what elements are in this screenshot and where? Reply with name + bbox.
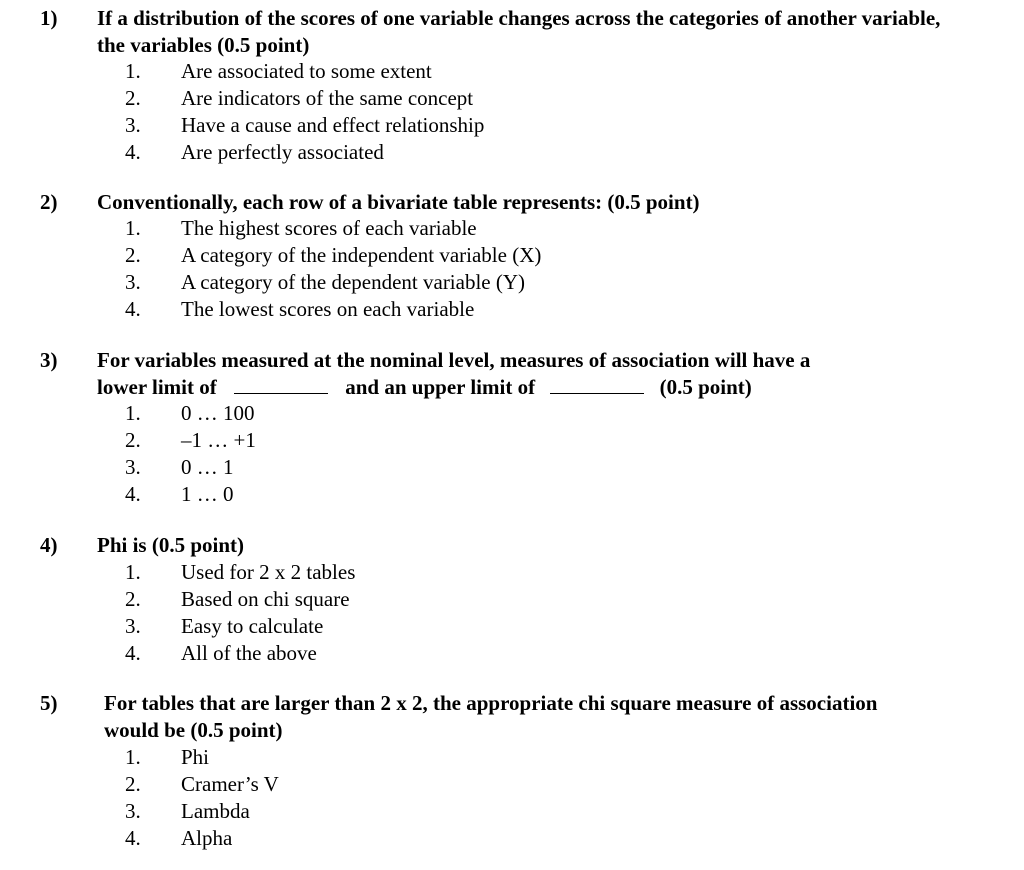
option-text: All of the above [181, 641, 317, 665]
stem-text: lower limit of [97, 375, 217, 399]
option-text: –1 … +1 [181, 428, 256, 452]
question-stem: Conventionally, each row of a bivariate table represents: (0.5 point) [97, 190, 700, 214]
option-number: 2. [125, 86, 141, 110]
option-text: Are perfectly associated [181, 140, 384, 164]
option-number: 3. [125, 270, 141, 294]
option-number: 3. [125, 455, 141, 479]
question-stem: For tables that are larger than 2 x 2, the appropriate chi square measure of association would be (0.5 point) [104, 691, 878, 742]
option-number: 2. [125, 587, 141, 611]
option-number: 4. [125, 641, 141, 665]
option-text: Are indicators of the same concept [181, 86, 474, 110]
question-stem-line [97, 374, 977, 401]
question-stem: Phi is (0.5 point) [97, 533, 245, 557]
option-text: Lambda [181, 799, 250, 823]
option-number: 1. [125, 216, 141, 240]
option-number: 4. [125, 140, 141, 164]
option-number: 3. [125, 614, 141, 638]
question-number: 5) [40, 691, 58, 715]
answer-blank [550, 377, 644, 394]
answer-blank [234, 377, 328, 394]
option-text: Phi [181, 745, 210, 769]
option-number: 3. [125, 799, 141, 823]
option-text: Alpha [181, 826, 233, 850]
question-number: 2) [40, 190, 58, 214]
question-stem-line: For variables measured at the nominal level, measures of association will have a [97, 348, 811, 372]
option-number: 2. [125, 243, 141, 267]
option-number: 2. [125, 772, 141, 796]
option-text: The highest scores of each variable [181, 216, 477, 240]
question-stem [97, 347, 977, 401]
option-number: 3. [125, 113, 141, 137]
question-number: 4) [40, 533, 58, 557]
option-text: Based on chi square [181, 587, 350, 611]
question-number: 3) [40, 348, 58, 372]
option-number: 4. [125, 297, 141, 321]
option-number: 1. [125, 560, 141, 584]
option-number: 4. [125, 826, 141, 850]
option-text: The lowest scores on each variable [181, 297, 475, 321]
option-number: 4. [125, 482, 141, 506]
option-text: Have a cause and effect relationship [181, 113, 485, 137]
option-number: 1. [125, 745, 141, 769]
option-text: 1 … 0 [181, 482, 234, 506]
option-number: 1. [125, 59, 141, 83]
stem-text: and an upper limit of [345, 375, 536, 399]
option-text: A category of the independent variable (X) [181, 243, 542, 267]
option-text: Are associated to some extent [181, 59, 432, 83]
option-number: 1. [125, 401, 141, 425]
option-text: Cramer’s V [181, 772, 279, 796]
option-text: Easy to calculate [181, 614, 324, 638]
stem-text: (0.5 point) [659, 375, 752, 399]
question-number: 1) [40, 6, 58, 30]
question-stem: If a distribution of the scores of one variable changes across the categories of another variable, the variables (0.5 point) [97, 6, 941, 57]
option-text: 0 … 1 [181, 455, 234, 479]
option-text: 0 … 100 [181, 401, 255, 425]
option-number: 2. [125, 428, 141, 452]
option-text: Used for 2 x 2 tables [181, 560, 356, 584]
option-text: A category of the dependent variable (Y) [181, 270, 526, 294]
